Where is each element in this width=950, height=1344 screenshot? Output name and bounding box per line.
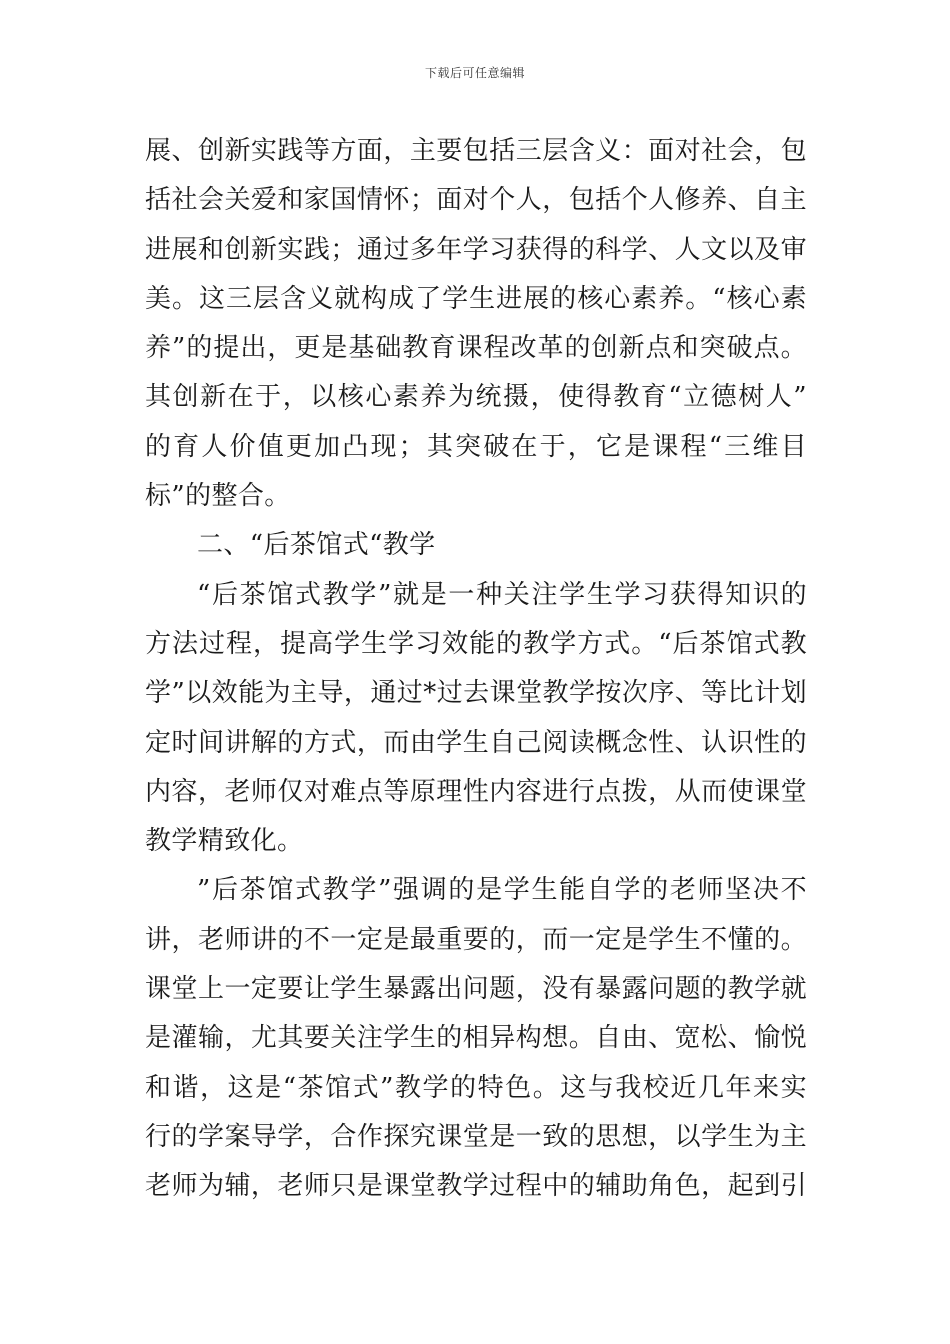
text-line: 括社会关爱和家国情怀；面对个人，包括个人修养、自主	[145, 185, 807, 216]
text-line: 其创新在于，以核心素养为统摄，使得教育“立德树人”	[145, 382, 807, 413]
text-line: 讲，老师讲的不一定是最重要的，而一定是学生不懂的。	[145, 924, 807, 955]
text-line: 进展和创新实践；通过多年学习获得的科学、人文以及审	[145, 234, 807, 265]
page-header-watermark: 下载后可任意编辑	[424, 66, 525, 80]
document-body	[145, 127, 807, 1212]
text-line: 内容，老师仅对难点等原理性内容进行点拨，从而使课堂	[145, 776, 807, 807]
text-line: 行的学案导学，合作探究课堂是一致的思想，以学生为主	[145, 1121, 807, 1152]
text-line: 和谐，这是“茶馆式”教学的特色。这与我校近几年来实	[145, 1072, 807, 1103]
text-line: 展、创新实践等方面，主要包括三层含义：面对社会，包	[145, 136, 807, 166]
text-line: 养”的提出，更是基础教育课程改革的创新点和突破点。	[145, 333, 807, 364]
text-line: “后茶馆式教学”就是一种关注学生学习获得知识的	[197, 579, 807, 610]
text-line: 定时间讲解的方式，而由学生自己阅读概念性、认识性的	[145, 727, 807, 758]
text-line: 方法过程，提高学生学习效能的教学方式。“后茶馆式教	[145, 628, 807, 659]
text-line: 学”以效能为主导，通过*过去课堂教学按次序、等比计划	[145, 678, 807, 709]
text-line: ”后茶馆式教学”强调的是学生能自学的老师坚决不	[197, 875, 807, 906]
text-line: 课堂上一定要让学生暴露出问题，没有暴露问题的教学就	[145, 974, 807, 1005]
text-line: 标”的整合。	[145, 481, 291, 512]
section-heading: 二、“后茶馆式“教学	[197, 530, 436, 561]
text-line: 的育人价值更加凸现；其突破在于，它是课程“三维目	[145, 431, 807, 462]
text-line: 教学精致化。	[145, 826, 304, 857]
text-line: 老师为辅，老师只是课堂教学过程中的辅助角色，起到引	[145, 1171, 807, 1202]
text-line: 是灌输，尤其要关注学生的相异构想。自由、宽松、愉悦	[145, 1023, 807, 1054]
text-line: 美。这三层含义就构成了学生进展的核心素养。“核心素	[145, 283, 807, 314]
